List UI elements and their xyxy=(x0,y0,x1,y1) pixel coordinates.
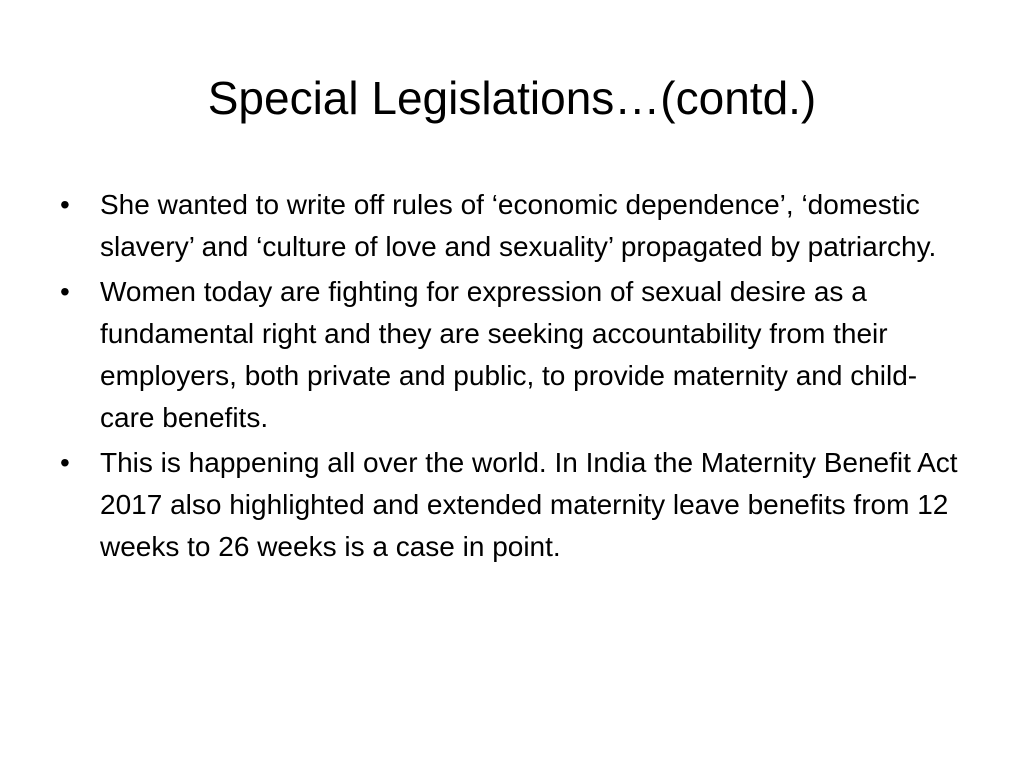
bullet-text: This is happening all over the world. In India the Maternity Benefit Act 2017 also highlighted and extended maternity leave benefits from 12 weeks to 26 weeks is a case in point. xyxy=(100,447,958,562)
slide-title: Special Legislations…(contd.) xyxy=(207,72,817,124)
bullet-list xyxy=(58,184,970,571)
bullet-text: She wanted to write off rules of ‘economic dependence’, ‘domestic slavery’ and ‘culture of love and sexuality’ propagated by patriarchy. xyxy=(100,189,937,262)
bullet-dot-icon: • xyxy=(60,447,70,478)
bullet-item-1 xyxy=(58,184,970,268)
bullet-item-2 xyxy=(58,271,970,439)
bullet-item-3 xyxy=(58,442,970,568)
bullet-dot-icon: • xyxy=(60,189,70,220)
bullet-text: Women today are fighting for expression of sexual desire as a fundamental right and they are seeking accountability from their employers, both private and public, to provide maternity and child-care benefits. xyxy=(100,276,918,433)
bullet-dot-icon: • xyxy=(60,276,70,307)
